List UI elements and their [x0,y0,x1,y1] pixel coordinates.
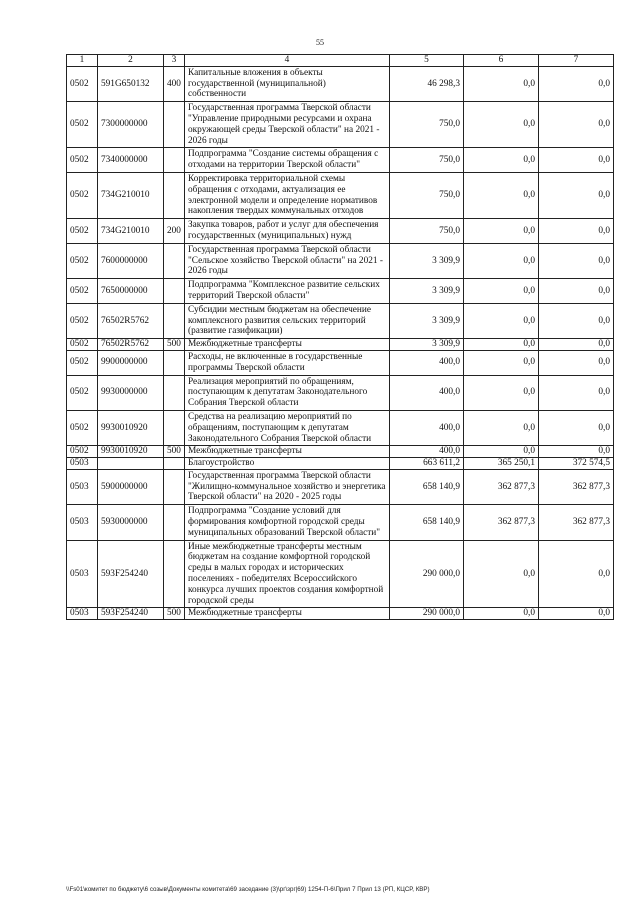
amount-year-3: 0,0 [539,375,614,410]
amount-year-3: 0,0 [539,350,614,375]
expense-type-code [164,375,185,410]
table-row [67,458,614,470]
expense-type-code [164,505,185,540]
expense-type-code [164,410,185,445]
table-row [67,172,614,218]
amount-year-1: 658 140,9 [390,469,464,504]
item-name: Подпрограмма "Создание условий для формирования комфортной городской среды муниципальных образований Тверской области" [185,505,390,540]
amount-year-2: 0,0 [464,350,539,375]
item-name: Межбюджетные трансферты [185,446,390,458]
item-name: Государственная программа Тверской области "Сельское хозяйство Тверской области" на 2021 - 2026 годы [185,243,390,278]
table-row [67,540,614,608]
target-article-code: 734G210010 [98,219,164,244]
target-article-code [98,458,164,470]
item-name: Иные межбюджетные трансферты местным бюджетам на создание комфортной городской среды в малых городах и исторических поселениях - победителях Всероссийского конкурса лучших проектов создания комфортной городской среды [185,540,390,608]
section-code: 0502 [67,243,98,278]
section-code: 0502 [67,102,98,148]
item-name: Межбюджетные трансферты [185,339,390,351]
expense-type-code [164,172,185,218]
section-code: 0502 [67,303,98,338]
amount-year-1: 3 309,9 [390,303,464,338]
amount-year-1: 400,0 [390,375,464,410]
amount-year-1: 3 309,9 [390,339,464,351]
item-name: Субсидии местным бюджетам на обеспечение комплексного развития сельских территорий (развитие газификации) [185,303,390,338]
expense-type-code: 200 [164,219,185,244]
target-article-code: 7650000000 [98,279,164,304]
section-code: 0502 [67,410,98,445]
amount-year-2: 365 250,1 [464,458,539,470]
target-article-code: 76502R5762 [98,303,164,338]
expense-type-code [164,148,185,173]
column-number: 1 [67,55,98,67]
section-code: 0503 [67,458,98,470]
expense-type-code: 500 [164,608,185,620]
table-row [67,148,614,173]
amount-year-1: 750,0 [390,172,464,218]
amount-year-1: 400,0 [390,446,464,458]
amount-year-1: 3 309,9 [390,243,464,278]
target-article-code: 7300000000 [98,102,164,148]
budget-table [66,54,614,620]
amount-year-2: 0,0 [464,375,539,410]
amount-year-2: 0,0 [464,66,539,101]
amount-year-1: 750,0 [390,102,464,148]
target-article-code: 591G650132 [98,66,164,101]
amount-year-2: 0,0 [464,446,539,458]
target-article-code: 76502R5762 [98,339,164,351]
column-number: 2 [98,55,164,67]
table-row [67,102,614,148]
amount-year-3: 0,0 [539,66,614,101]
table-row [67,469,614,504]
amount-year-2: 0,0 [464,148,539,173]
amount-year-2: 362 877,3 [464,505,539,540]
amount-year-3: 0,0 [539,540,614,608]
amount-year-3: 0,0 [539,446,614,458]
target-article-code: 734G210010 [98,172,164,218]
table-row [67,243,614,278]
target-article-code: 9930000000 [98,375,164,410]
expense-type-code: 500 [164,339,185,351]
amount-year-3: 0,0 [539,279,614,304]
amount-year-1: 663 611,2 [390,458,464,470]
amount-year-3: 0,0 [539,148,614,173]
amount-year-1: 3 309,9 [390,279,464,304]
table-row [67,66,614,101]
expense-type-code [164,458,185,470]
amount-year-1: 750,0 [390,148,464,173]
amount-year-3: 362 877,3 [539,469,614,504]
column-number-row [67,55,614,67]
expense-type-code [164,303,185,338]
column-number: 6 [464,55,539,67]
expense-type-code [164,279,185,304]
amount-year-2: 0,0 [464,243,539,278]
expense-type-code [164,540,185,608]
amount-year-1: 400,0 [390,410,464,445]
column-number: 7 [539,55,614,67]
target-article-code: 9930010920 [98,446,164,458]
section-code: 0502 [67,350,98,375]
amount-year-1: 290 000,0 [390,540,464,608]
amount-year-3: 0,0 [539,608,614,620]
section-code: 0502 [67,66,98,101]
table-row [67,219,614,244]
expense-type-code [164,469,185,504]
amount-year-2: 0,0 [464,339,539,351]
amount-year-3: 0,0 [539,219,614,244]
item-name: Государственная программа Тверской области "Жилищно-коммунальное хозяйство и энергетика Тверской области" на 2020 - 2025 годы [185,469,390,504]
item-name: Межбюджетные трансферты [185,608,390,620]
item-name: Подпрограмма "Создание системы обращения с отходами на территории Тверской области" [185,148,390,173]
expense-type-code: 400 [164,66,185,101]
amount-year-2: 0,0 [464,608,539,620]
target-article-code: 7600000000 [98,243,164,278]
amount-year-2: 0,0 [464,540,539,608]
section-code: 0503 [67,469,98,504]
column-number: 4 [185,55,390,67]
target-article-code: 5930000000 [98,505,164,540]
expense-type-code [164,350,185,375]
section-code: 0502 [67,172,98,218]
column-number: 3 [164,55,185,67]
amount-year-3: 362 877,3 [539,505,614,540]
section-code: 0502 [67,148,98,173]
amount-year-1: 400,0 [390,350,464,375]
amount-year-3: 0,0 [539,410,614,445]
target-article-code: 7340000000 [98,148,164,173]
section-code: 0503 [67,505,98,540]
target-article-code: 9930010920 [98,410,164,445]
section-code: 0502 [67,279,98,304]
target-article-code: 5900000000 [98,469,164,504]
table-row [67,350,614,375]
table-row [67,375,614,410]
table-body [67,66,614,619]
amount-year-1: 290 000,0 [390,608,464,620]
item-name: Капитальные вложения в объекты государственной (муниципальной) собственности [185,66,390,101]
section-code: 0502 [67,219,98,244]
amount-year-3: 0,0 [539,102,614,148]
table-row [67,279,614,304]
item-name: Подпрограмма "Комплексное развитие сельских территорий Тверской области" [185,279,390,304]
item-name: Средства на реализацию мероприятий по обращениям, поступающим к депутатам Законодательного Собрания Тверской области [185,410,390,445]
amount-year-3: 0,0 [539,339,614,351]
amount-year-1: 750,0 [390,219,464,244]
file-path-footer: \\Fs01\комитет по бюджету\6 созыв\Документы комитета\69 заседание (3)\рг\зрг|69) 1254-П-6\Прил 7 Прил 13 (РП, КЦСР, КВР) [66,886,430,893]
table-row [67,446,614,458]
item-name: Реализация мероприятий по обращениям, поступающим к депутатам Законодательного Собрания Тверской области [185,375,390,410]
item-name: Государственная программа Тверской области "Управление природными ресурсами и охрана окружающей среды Тверской области" на 2021 - 2026 годы [185,102,390,148]
item-name: Расходы, не включенные в государственные программы Тверской области [185,350,390,375]
amount-year-1: 46 298,3 [390,66,464,101]
amount-year-3: 0,0 [539,243,614,278]
item-name: Закупка товаров, работ и услуг для обеспечения государственных (муниципальных) нужд [185,219,390,244]
amount-year-2: 362 877,3 [464,469,539,504]
amount-year-2: 0,0 [464,279,539,304]
target-article-code: 593F254240 [98,608,164,620]
expense-type-code [164,243,185,278]
amount-year-3: 0,0 [539,172,614,218]
amount-year-2: 0,0 [464,102,539,148]
section-code: 0503 [67,608,98,620]
section-code: 0502 [67,446,98,458]
item-name: Корректировка территориальной схемы обращения с отходами, актуализация ее электронной модели и определение нормативов накопления твердых коммунальных отходов [185,172,390,218]
target-article-code: 9900000000 [98,350,164,375]
section-code: 0502 [67,375,98,410]
item-name: Благоустройство [185,458,390,470]
expense-type-code [164,102,185,148]
target-article-code: 593F254240 [98,540,164,608]
column-number: 5 [390,55,464,67]
amount-year-2: 0,0 [464,303,539,338]
section-code: 0502 [67,339,98,351]
amount-year-2: 0,0 [464,219,539,244]
amount-year-2: 0,0 [464,410,539,445]
table-row [67,410,614,445]
table-row [67,505,614,540]
section-code: 0503 [67,540,98,608]
table-row [67,339,614,351]
expense-type-code: 500 [164,446,185,458]
table-row [67,608,614,620]
table-row [67,303,614,338]
page-number: 55 [316,38,324,47]
amount-year-3: 0,0 [539,303,614,338]
amount-year-2: 0,0 [464,172,539,218]
amount-year-1: 658 140,9 [390,505,464,540]
amount-year-3: 372 574,5 [539,458,614,470]
